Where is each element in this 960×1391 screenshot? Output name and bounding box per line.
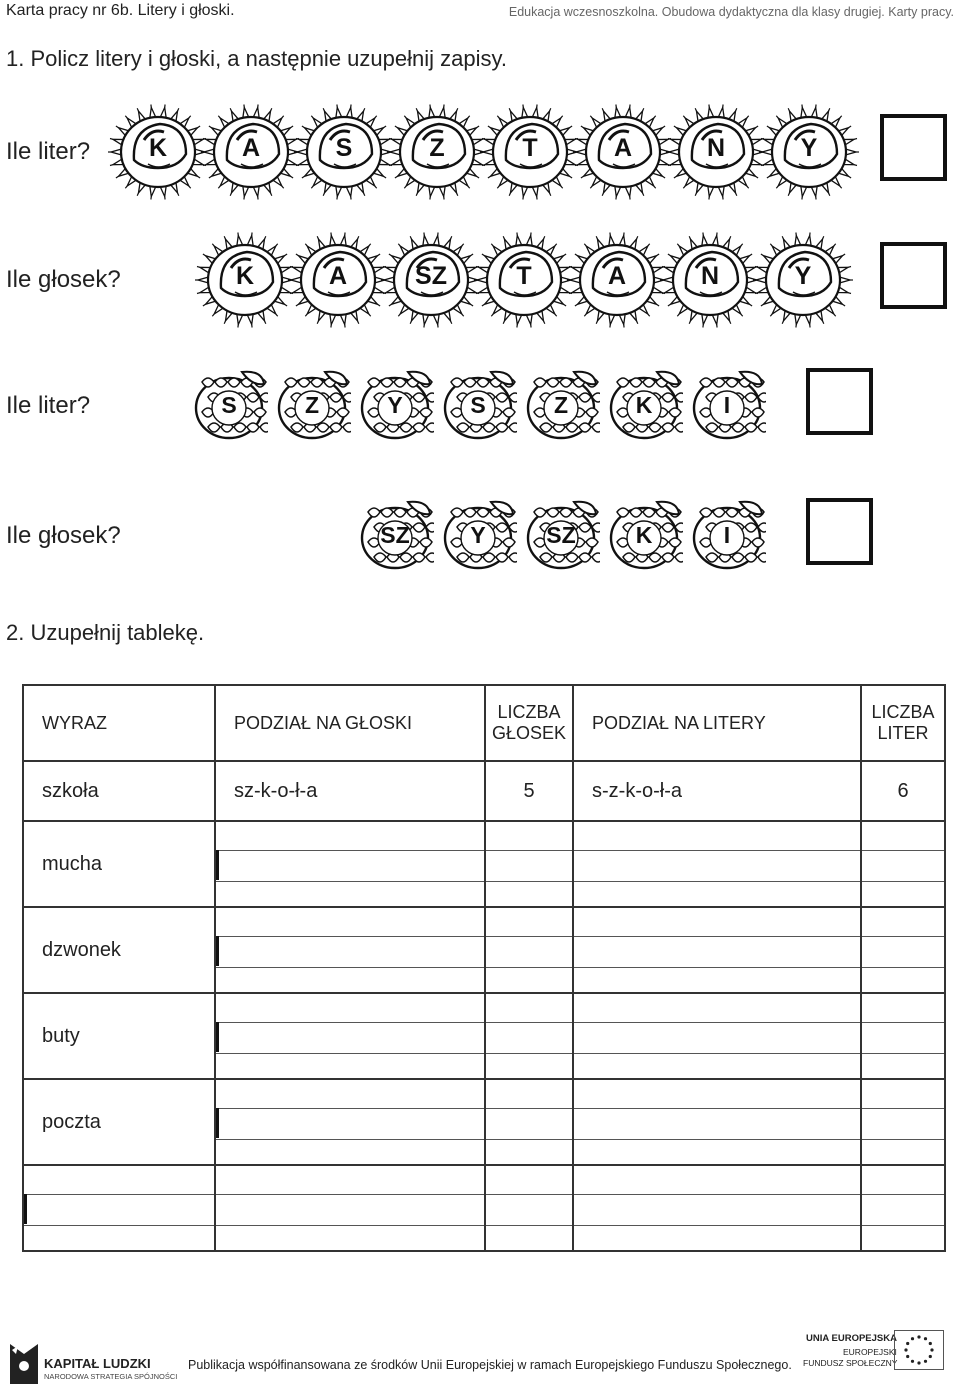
chestnut-letter xyxy=(666,102,766,202)
word-input[interactable] xyxy=(23,1165,215,1251)
sounds-count-input[interactable] xyxy=(485,1079,573,1165)
cone-letter xyxy=(439,368,517,446)
chestnut-letter xyxy=(108,102,208,202)
task2-title: 2. Uzupełnij tablekę. xyxy=(6,620,205,645)
kapital-ludzki-subtitle: NARODOWA STRATEGIA SPÓJNOŚCI xyxy=(44,1372,178,1381)
letter-label: K xyxy=(635,392,653,418)
sounds-split-input[interactable] xyxy=(215,1079,485,1165)
question-row-2: Ile głosek? xyxy=(6,266,121,293)
chestnut-letter xyxy=(288,230,388,330)
chestnut-letter xyxy=(753,230,853,330)
eu-flag-icon xyxy=(894,1330,944,1370)
header-word: WYRAZ xyxy=(23,685,215,761)
letter-label: Y xyxy=(470,522,486,548)
header-letters-split: PODZIAŁ NA LITERY xyxy=(573,685,861,761)
chestnut-letter xyxy=(294,102,394,202)
example-letters-split: s-z-k-o-ł-a xyxy=(573,761,861,821)
letters-split-input[interactable] xyxy=(573,821,861,907)
chestnut-letter xyxy=(480,102,580,202)
cone-letter xyxy=(273,368,351,446)
chestnut-letter xyxy=(567,230,667,330)
eu-subtitle-1: EUROPEJSKI xyxy=(843,1347,897,1357)
letter-label: T xyxy=(522,134,538,162)
table-header-row xyxy=(23,685,945,761)
cone-letter xyxy=(605,368,683,446)
words-table xyxy=(22,684,946,1252)
word-cell: dzwonek xyxy=(23,907,215,993)
letter-label: Y xyxy=(387,392,403,418)
letters-split-input[interactable] xyxy=(573,1165,861,1251)
cone-letter xyxy=(688,498,766,576)
letter-label: I xyxy=(723,522,731,548)
letter-label: SZ xyxy=(380,522,410,548)
letter-label: A xyxy=(328,262,348,290)
letters-count-input[interactable] xyxy=(861,1079,945,1165)
sounds-split-input[interactable] xyxy=(215,907,485,993)
word-cell: poczta xyxy=(23,1079,215,1165)
cone-letter xyxy=(522,498,600,576)
letter-label: A xyxy=(613,134,633,162)
chestnut-letter xyxy=(660,230,760,330)
example-sounds-count: 5 xyxy=(485,761,573,821)
question-row-1: Ile liter? xyxy=(6,138,91,165)
kapital-ludzki-icon xyxy=(8,1340,40,1386)
sounds-count-input[interactable] xyxy=(485,821,573,907)
question-row-4: Ile głosek? xyxy=(6,522,121,549)
word-cell: buty xyxy=(23,993,215,1079)
answer-box-3[interactable] xyxy=(806,368,873,435)
letter-label: Z xyxy=(304,392,320,418)
chestnut-letter xyxy=(474,230,574,330)
letters-split-input[interactable] xyxy=(573,907,861,993)
letter-label: S xyxy=(470,392,486,418)
question-row-3: Ile liter? xyxy=(6,392,91,419)
chestnut-row-2 xyxy=(195,230,855,310)
table-row xyxy=(23,821,945,907)
table-row xyxy=(23,993,945,1079)
header-sounds-split: PODZIAŁ NA GŁOSKI xyxy=(215,685,485,761)
letter-label: Z xyxy=(553,392,569,418)
letters-count-input[interactable] xyxy=(861,1165,945,1251)
letters-count-input[interactable] xyxy=(861,993,945,1079)
cone-letter xyxy=(688,368,766,446)
example-letters-count: 6 xyxy=(861,761,945,821)
cone-letter xyxy=(356,498,434,576)
document-subtitle: Edukacja wczesnoszkolna. Obudowa dydaktyczna dla klasy drugiej. Karty pracy. xyxy=(508,5,954,19)
letter-label: A xyxy=(241,134,261,162)
eu-subtitle-2: FUNDUSZ SPOŁECZNY xyxy=(803,1358,898,1368)
table-row-empty xyxy=(23,1165,945,1251)
letters-split-input[interactable] xyxy=(573,1079,861,1165)
sounds-split-input[interactable] xyxy=(215,993,485,1079)
example-sounds-split: sz-k-o-ł-a xyxy=(215,761,485,821)
chestnut-letter xyxy=(387,102,487,202)
header-sounds-count: LICZBA GŁOSEK xyxy=(485,685,573,761)
letter-label: K xyxy=(635,522,653,548)
cone-letter xyxy=(356,368,434,446)
header-letters-count: LICZBA LITER xyxy=(861,685,945,761)
letter-label: Y xyxy=(800,134,818,162)
cone-letter xyxy=(439,498,517,576)
eu-title: UNIA EUROPEJSKA xyxy=(806,1333,897,1344)
letter-label: T xyxy=(516,262,532,290)
cone-row-1 xyxy=(190,368,790,448)
kapital-ludzki-title: KAPITAŁ LUDZKI xyxy=(44,1356,151,1371)
cone-letter xyxy=(190,368,268,446)
letters-count-input[interactable] xyxy=(861,821,945,907)
kapital-ludzki-logo xyxy=(8,1340,40,1386)
letter-label: SZ xyxy=(546,522,576,548)
sounds-count-input[interactable] xyxy=(485,993,573,1079)
letter-label: S xyxy=(335,134,353,162)
cone-letter xyxy=(522,368,600,446)
answer-box-1[interactable] xyxy=(880,114,947,181)
chestnut-letter xyxy=(381,230,481,330)
table-row xyxy=(23,1079,945,1165)
answer-box-2[interactable] xyxy=(880,242,947,309)
table-row-example xyxy=(23,761,945,821)
chestnut-letter xyxy=(573,102,673,202)
chestnut-letter xyxy=(759,102,859,202)
letters-count-input[interactable] xyxy=(861,907,945,993)
letter-label: I xyxy=(723,392,731,418)
letter-label: A xyxy=(607,262,627,290)
letter-label: K xyxy=(235,262,255,290)
sounds-count-input[interactable] xyxy=(485,907,573,993)
sounds-split-input[interactable] xyxy=(215,821,485,907)
letter-label: K xyxy=(148,134,168,162)
document-title: Karta pracy nr 6b. Litery i głoski. xyxy=(6,2,235,19)
cone-row-2 xyxy=(356,498,796,578)
answer-box-4[interactable] xyxy=(806,498,873,565)
letters-split-input[interactable] xyxy=(573,993,861,1079)
letter-label: S xyxy=(221,392,237,418)
chestnut-letter xyxy=(195,230,295,330)
letter-label: N xyxy=(700,262,720,290)
word-cell: mucha xyxy=(23,821,215,907)
letter-label: N xyxy=(706,134,726,162)
footer-text: Publikacja współfinansowana ze środków Unii Europejskiej w ramach Europejskiego Funduszu Społecznego. xyxy=(188,1358,792,1372)
sounds-count-input[interactable] xyxy=(485,1165,573,1251)
letter-label: SZ xyxy=(415,262,447,290)
letter-label: Y xyxy=(794,262,812,290)
cone-letter xyxy=(605,498,683,576)
letter-label: Z xyxy=(429,134,445,162)
table-row xyxy=(23,907,945,993)
sounds-split-input[interactable] xyxy=(215,1165,485,1251)
chestnut-letter xyxy=(201,102,301,202)
example-word: szkoła xyxy=(23,761,215,821)
chestnut-row-1 xyxy=(108,102,848,182)
task1-title: 1. Policz litery i głoski, a następnie uzupełnij zapisy. xyxy=(6,46,507,71)
